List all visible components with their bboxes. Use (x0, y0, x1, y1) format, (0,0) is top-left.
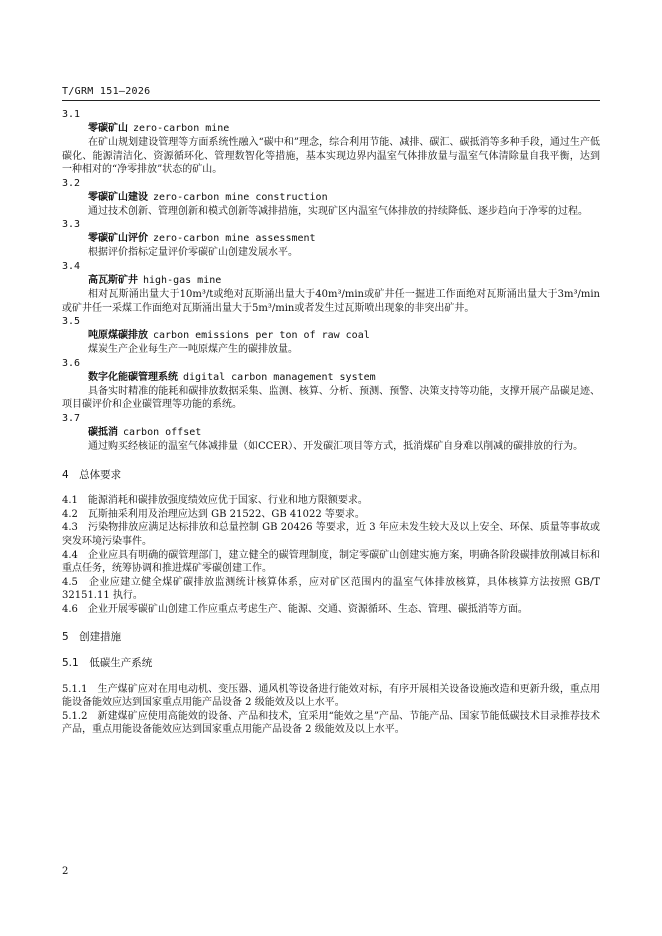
term-number: 3.7 (62, 412, 81, 424)
term-en: zero-carbon mine (133, 123, 230, 134)
term-heading (88, 122, 600, 136)
term-zh: 零碳矿山 (88, 123, 128, 134)
term-definition: 相对瓦斯涌出量大于10m³/t或绝对瓦斯涌出量大于40m³/min或矿井任一掘进工作面绝对瓦斯涌出量大于3m³/min或矿井任一采煤工作面绝对瓦斯涌出量大于5m³/min或者发生过瓦斯喷出现象的非突出矿井。 (62, 288, 600, 314)
clause-4-1: 4.1 能源消耗和碳排放强度绩效应优于国家、行业和地方限额要求。 (62, 495, 368, 507)
term-heading (88, 329, 600, 343)
term-heading (88, 274, 600, 288)
term-en: zero-carbon mine assessment (153, 233, 316, 245)
term-heading (88, 232, 600, 246)
section-5-1-title: 5.1 低碳生产系统 (62, 657, 153, 670)
clause-5-1-1: 5.1.1 生产煤矿应对在用电动机、变压器、通风机等设备进行能效对标，有序开展相关设备设施改造和更新升级，重点用能设备能效应达到国家重点用能产品设备 2 级能效及以上水平。 (62, 683, 600, 709)
term-definition: 根据评价指标定量评价零碳矿山创建发展水平。 (88, 247, 298, 259)
term-number: 3.4 (62, 260, 81, 272)
term-definition: 煤炭生产企业每生产一吨原煤产生的碳排放量。 (88, 344, 298, 356)
section-4-title: 4 总体要求 (62, 468, 122, 481)
term-number: 3.6 (62, 357, 81, 369)
term-zh: 吨原煤碳排放 (88, 330, 148, 342)
clause-4-4: 4.4 企业应具有明确的碳管理部门，建立健全的碳管理制度，制定零碳矿山创建实施方案，明确各阶段碳排放削减目标和重点任务，统筹协调和推进煤矿零碳创建工作。 (62, 549, 600, 575)
page-number: 2 (62, 866, 69, 877)
term-entry (62, 108, 600, 177)
term-number: 3.2 (62, 177, 81, 189)
term-en: digital carbon management system (183, 371, 376, 383)
term-heading (88, 371, 600, 385)
term-definition: 在矿山规划建设管理等方面系统性融入“碳中和”理念，综合利用节能、减排、碳汇、碳抵消等多种手段，通过生产低碳化、能源清洁化、资源循环化、管理数智化等措施，基本实现边界内温室气体排放量与温室气体清除量自我平衡，达到一种相对的“净零排放”状态的矿山。 (62, 137, 600, 176)
term-entry (62, 218, 600, 260)
term-en: carbon offset (123, 426, 202, 438)
term-zh: 零碳矿山评价 (88, 233, 148, 245)
document-code: T/GRM 151—2026 (62, 86, 151, 97)
term-entry (62, 357, 600, 412)
term-number: 3.3 (62, 219, 81, 231)
term-en: zero-carbon mine construction (153, 191, 328, 203)
term-definition: 通过购买经核证的温室气体减排量（如CCER）、开发碳汇项目等方式，抵消煤矿自身难以削减的碳排放的行为。 (88, 440, 584, 452)
term-number: 3.1 (62, 109, 81, 120)
term-zh: 碳抵消 (88, 426, 118, 438)
clause-4-3: 4.3 污染物排放应满足达标排放和总量控制 GB 20426 等要求，近 3 年应未发生较大及以上安全、环保、质量等事故或突发环境污染事件。 (62, 522, 600, 547)
term-entry (62, 260, 600, 315)
term-entry (62, 177, 600, 219)
term-en: carbon emissions per ton of raw coal (153, 330, 370, 342)
term-entry (62, 315, 600, 357)
term-entry (62, 412, 600, 454)
term-definition: 通过技术创新、管理创新和模式创新等减排措施，实现矿区内温室气体排放的持续降低、逐步趋向于净零的过程。 (88, 205, 588, 217)
page-content (62, 108, 600, 737)
clause-4-2: 4.2 瓦斯抽采利用及治理应达到 GB 21522、GB 41022 等要求。 (62, 508, 365, 520)
term-zh: 零碳矿山建设 (88, 191, 148, 203)
clause-5-1-2: 5.1.2 新建煤矿应使用高能效的设备、产品和技术，宜采用“能效之星”产品、节能产品、国家节能低碳技术目录推荐技术产品，重点用能设备能效应达到国家重点用能产品设备 2 级能效及以上水平。 (62, 710, 600, 736)
term-definition: 具备实时精准的能耗和碳排放数据采集、监测、核算、分析、预测、预警、决策支持等功能，支撑开展产品碳足迹、项目碳评价和企业碳管理等功能的系统。 (62, 385, 600, 411)
term-number: 3.5 (62, 316, 81, 328)
term-en: high-gas mine (143, 274, 222, 286)
term-heading (88, 426, 600, 440)
term-heading (88, 191, 600, 205)
term-zh: 数字化能碳管理系统 (88, 371, 178, 383)
section-5-title: 5 创建措施 (62, 631, 122, 644)
clause-4-6: 4.6 企业开展零碳矿山创建工作应重点考虑生产、能源、交通、资源循环、生态、管理、碳抵消等方面。 (62, 603, 528, 615)
term-zh: 高瓦斯矿井 (88, 274, 138, 286)
header-rule (62, 100, 600, 101)
clause-4-5: 4.5 企业应建立健全煤矿碳排放监测统计核算体系，应对矿区范围内的温室气体排放核算，具体核算方法按照 GB/T 32151.11 执行。 (62, 576, 600, 602)
